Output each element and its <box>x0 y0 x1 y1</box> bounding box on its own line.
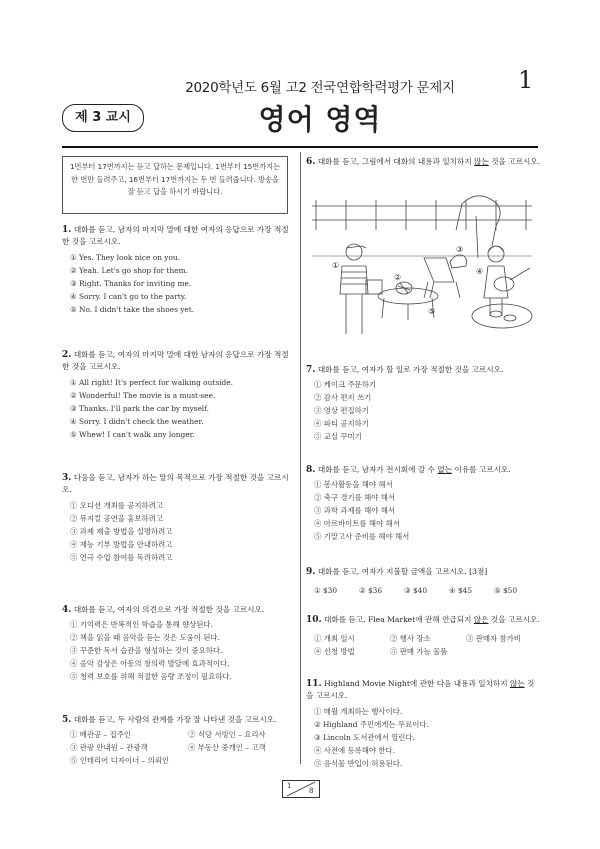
notice-line: 잘 듣고 답을 하시기 바랍니다. <box>127 187 223 196</box>
question-number: 3. <box>62 473 72 483</box>
total-pages: 8 <box>309 787 314 795</box>
option-1[interactable]: ① 케이크 주문하기 <box>314 380 377 390</box>
option-4[interactable]: ④ 사전에 등록해야 한다. <box>314 745 396 755</box>
option-4[interactable]: ④ Sorry. I didn't check the weather. <box>70 416 204 426</box>
option-1[interactable]: ① All right! It's perfect for walking outside. <box>70 377 233 387</box>
question-number: 11. <box>306 679 322 689</box>
question-number: 6. <box>306 157 316 167</box>
option-list <box>62 499 294 564</box>
question-2 <box>62 349 294 441</box>
option-3[interactable]: ③ 관광 안내원 – 관광객 <box>70 743 148 753</box>
exam-title: 2020학년도 6월 고2 전국연합학력평가 문제지 <box>185 80 455 96</box>
picture-label-4: ④ <box>476 267 484 276</box>
picture-label-1: ① <box>332 261 340 270</box>
question-10 <box>306 614 541 658</box>
option-2[interactable]: ② 감사 편지 쓰기 <box>314 393 372 403</box>
option-list <box>306 584 541 597</box>
option-1[interactable]: ① Yes. They look nice on you. <box>70 252 181 262</box>
option-3[interactable]: ③ 영상 편집하기 <box>314 406 369 416</box>
option-3[interactable]: ③ Right. Thanks for inviting me. <box>70 278 192 288</box>
option-list <box>62 728 294 767</box>
option-4[interactable]: ④ 아르바이트를 해야 해서 <box>314 519 400 529</box>
notice-line: 1번부터 17번까지는 듣고 답하는 문제입니다. 1번부터 15번까지는 <box>69 162 281 171</box>
question-7 <box>306 364 541 443</box>
picture-label-5: ⑤ <box>428 307 436 316</box>
option-3[interactable]: ③ 과학 과제를 해야 해서 <box>314 506 396 516</box>
option-list <box>62 376 294 441</box>
option-5[interactable]: ⑤ 판매 가능 물품 <box>390 647 448 657</box>
option-3[interactable]: ③ $40 <box>404 586 428 596</box>
question-4 <box>62 604 294 683</box>
option-3[interactable]: ③ 판매자 참가비 <box>466 634 521 644</box>
question-9 <box>306 566 541 597</box>
option-list <box>306 705 541 770</box>
question-number: 9. <box>306 567 316 577</box>
option-4[interactable]: ④ 파티 공지하기 <box>314 419 369 429</box>
option-5[interactable]: ⑤ 인테리어 디자이너 – 의뢰인 <box>70 756 170 766</box>
option-2[interactable]: ② 행사 장소 <box>390 634 431 644</box>
option-list <box>306 632 541 658</box>
question-text: 다음을 듣고, 남자가 하는 말의 목적으로 가장 적절한 것을 고르시오. <box>62 473 289 495</box>
option-3[interactable]: ③ Lincoln 도서관에서 열린다. <box>314 732 415 742</box>
question-text: 대화를 듣고, 남자가 전시회에 갈 수 <box>317 465 438 474</box>
question-number: 10. <box>306 615 322 625</box>
option-5[interactable]: ⑤ Whew! I can't walk any longer. <box>70 429 195 439</box>
option-5[interactable]: ⑤ 청력 보호를 위해 적절한 음량 조정이 필요하다. <box>70 672 232 682</box>
option-2[interactable]: ② 책을 읽을 때 음악을 듣는 것은 도움이 된다. <box>70 633 220 643</box>
question-text: 대화를 듣고, 여자가 할 일로 가장 적절한 것을 고르시오. <box>317 365 504 374</box>
option-5[interactable]: ⑤ 음식물 반입이 허용된다. <box>314 758 403 768</box>
question-number: 5. <box>62 715 72 725</box>
option-3[interactable]: ③ 꾸준한 독서 습관을 형성하는 것이 중요하다. <box>70 646 223 656</box>
question-text-emphasis: 않는 <box>509 679 525 688</box>
option-list <box>306 478 541 543</box>
column-divider <box>300 152 301 764</box>
question-text: 대화를 듣고, 여자의 의견으로 가장 적절한 것을 고르시오. <box>73 605 265 614</box>
option-2[interactable]: ② 식당 서빙인 – 요리사 <box>188 730 266 740</box>
option-1[interactable]: ① 개최 일시 <box>314 634 355 644</box>
option-3[interactable]: ③ Thanks. I'll park the car by myself. <box>70 403 209 413</box>
current-page: 1 <box>287 782 292 790</box>
question-text: 대화를 듣고, Flea Market에 관해 언급되지 <box>324 615 474 624</box>
question-text-emphasis: 않는 <box>474 157 489 166</box>
header-rule <box>62 146 538 148</box>
question-text-emphasis: 없는 <box>437 465 453 474</box>
option-4[interactable]: ④ Sorry. I can't go to the party. <box>70 291 187 301</box>
option-list <box>62 618 294 683</box>
option-1[interactable]: ① 매월 개최하는 행사이다. <box>314 706 403 716</box>
option-4[interactable]: ④ $45 <box>449 586 473 596</box>
picture-label-3: ③ <box>456 245 464 254</box>
option-1[interactable]: ① 배관공 – 집주인 <box>70 730 131 740</box>
question-number: 8. <box>306 465 316 475</box>
question-text: 것을 고르시오. <box>306 679 535 701</box>
option-1[interactable]: ① 오디션 개최를 공지하려고 <box>70 500 163 510</box>
option-5[interactable]: ⑤ No. I didn't take the shoes yet. <box>70 304 195 314</box>
option-5[interactable]: ⑤ 연극 수업 참여를 독려하려고 <box>70 552 173 562</box>
question-text: 이유를 고르시오. <box>452 465 511 474</box>
subject-title: 영어 영역 <box>258 103 382 136</box>
question-text: Highland Movie Night에 관한 다음 내용과 일치하지 <box>324 679 510 688</box>
option-list <box>62 251 294 316</box>
option-4[interactable]: ④ 재능 기부 방법을 안내하려고 <box>70 539 173 549</box>
option-3[interactable]: ③ 과제 제출 방법을 설명하려고 <box>70 526 173 536</box>
option-2[interactable]: ② $36 <box>359 586 383 596</box>
question-6 <box>306 156 541 168</box>
option-2[interactable]: ② Yeah. Let's go shop for them. <box>70 265 189 275</box>
question-text: 것을 고르시오. <box>488 157 541 166</box>
option-4[interactable]: ④ 음악 감상은 아동의 창의력 발달에 효과적이다. <box>70 659 230 669</box>
question-text: 대화를 듣고, 그림에서 대화의 내용과 일치하지 <box>317 157 475 166</box>
option-2[interactable]: ② Highland 주민에게는 무료이다. <box>314 719 429 729</box>
question-1 <box>62 224 294 316</box>
option-1[interactable]: ① 기억력은 반복적인 학습을 통해 향상된다. <box>70 620 213 630</box>
option-4[interactable]: ④ 신청 방법 <box>314 647 355 657</box>
option-4[interactable]: ④ 부동산 중개인 – 고객 <box>188 743 266 753</box>
question-text: 대화를 듣고, 여자의 마지막 말에 대한 남자의 응답으로 가장 적절한 것을 고르시오. <box>62 350 289 372</box>
notice-line: 한 번만 들려주고, 16번부터 17번까지는 두 번 들려줍니다. 방송을 <box>71 174 279 184</box>
page-number: 1 <box>518 66 534 94</box>
question-5 <box>62 714 294 767</box>
question-number: 7. <box>306 365 316 375</box>
option-1[interactable]: ① 봉사활동을 해야 해서 <box>314 480 393 490</box>
question-text: 대화를 듣고, 남자의 마지막 말에 대한 여자의 응답으로 가장 적절한 것을 고르시오. <box>62 225 289 247</box>
question-11 <box>306 678 541 770</box>
option-2[interactable]: ② 뮤지컬 공연을 홍보하려고 <box>70 513 163 523</box>
option-5[interactable]: ⑤ $50 <box>494 586 518 596</box>
question-3 <box>62 472 294 564</box>
question-8 <box>306 464 541 543</box>
picture-label-2: ② <box>394 273 402 282</box>
picnic-illustration <box>306 186 538 344</box>
question-text: 것을 고르시오. <box>488 615 540 624</box>
option-5[interactable]: ⑤ 교실 꾸미기 <box>314 432 362 442</box>
question-number: 4. <box>62 605 72 615</box>
option-2[interactable]: ② 축구 경기를 해야 해서 <box>314 493 396 503</box>
option-5[interactable]: ⑤ 기말고사 준비를 해야 해서 <box>314 532 410 542</box>
page-counter <box>282 780 320 798</box>
option-list <box>306 378 541 443</box>
question-number: 1. <box>62 225 72 235</box>
listening-notice <box>62 156 288 214</box>
question-number: 2. <box>62 350 72 360</box>
option-2[interactable]: ② Wonderful! The movie is a must-see. <box>70 390 216 400</box>
session-badge: 제 3 교시 <box>62 104 144 132</box>
option-1[interactable]: ① $30 <box>314 586 338 596</box>
question-text-emphasis: 않은 <box>473 615 489 624</box>
question-text: 대화를 듣고, 여자가 지불할 금액을 고르시오. [3점] <box>317 567 488 576</box>
question-text: 대화를 듣고, 두 사람의 관계를 가장 잘 나타낸 것을 고르시오. <box>73 715 277 724</box>
